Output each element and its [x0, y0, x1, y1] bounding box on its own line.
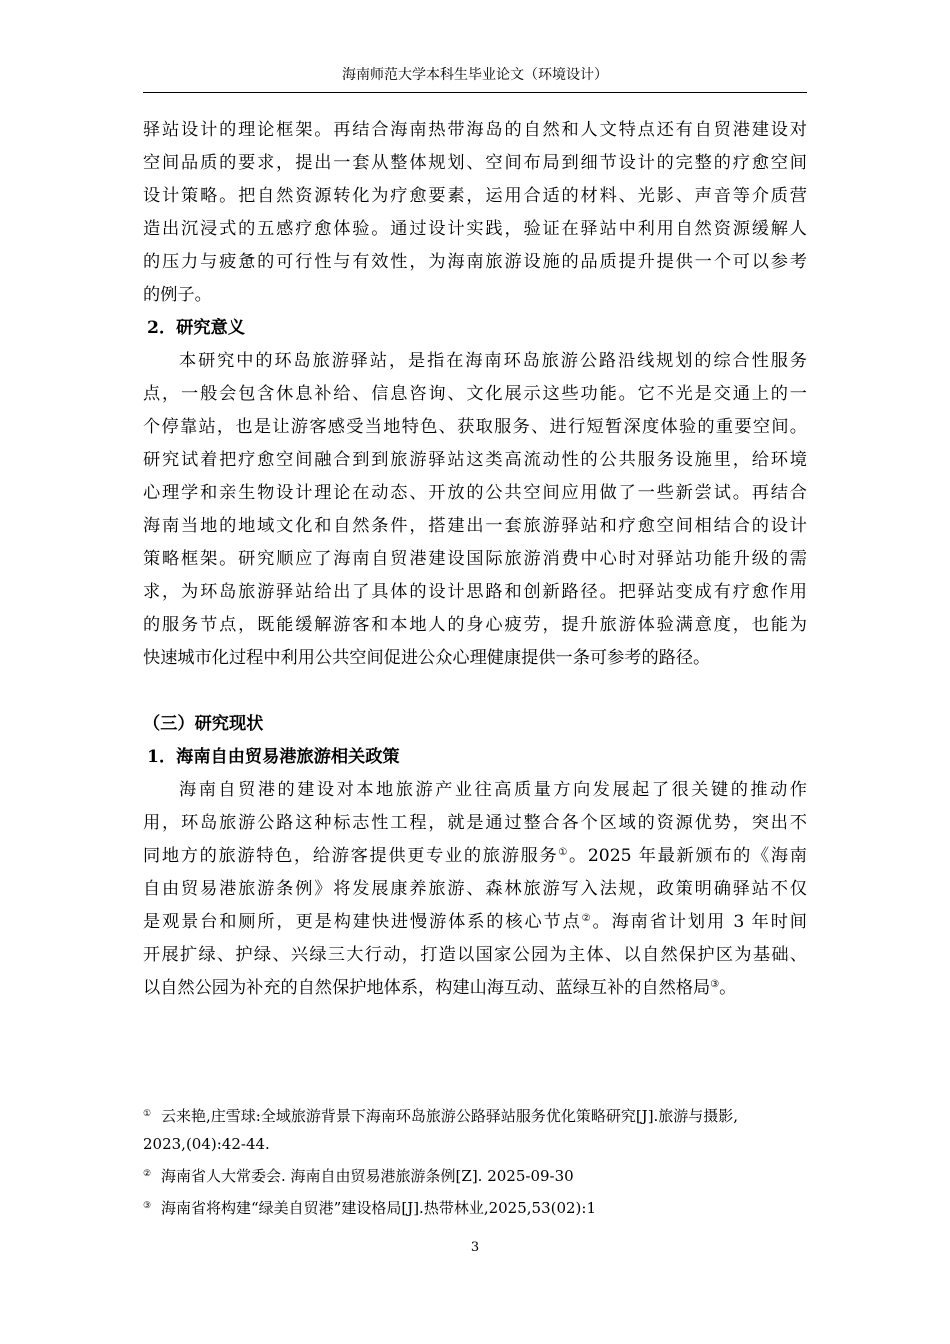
spacer — [143, 675, 807, 708]
text-span: 。海南省计划用 3 年时间 — [592, 912, 807, 932]
paragraph-2 — [143, 345, 807, 675]
text-line: 本研究中的环岛旅游驿站，是指在海南环岛旅游公路沿线规划的综合性服务 — [179, 351, 807, 371]
footnote-ref-1[interactable]: ① — [558, 847, 569, 858]
paragraph-1 — [143, 114, 807, 312]
text-line: 策略框架。研究顺应了海南自贸港建设国际旅游消费中心时对驿站功能升级的需 — [143, 549, 807, 569]
text-line: 造出沉浸式的五感疗愈体验。通过设计实践，验证在驿站中利用自然资源缓解人 — [143, 219, 807, 239]
text-span: 。 — [719, 978, 737, 998]
footnote-text: 海南省人大常委会. 海南自由贸易港旅游条例[Z]. 2025-09-30 — [161, 1167, 574, 1185]
text-line: 心理学和亲生物设计理论在动态、开放的公共空间应用做了一些新尝试。再结合 — [143, 483, 807, 503]
footnote-3: ③ 海南省将构建“绿美自贸港”建设格局[J].热带林业,2025,53(02):1 — [143, 1199, 597, 1217]
section-heading-significance: 2．研究意义 — [147, 318, 245, 338]
text-line: 个停靠站，也是让游客感受当地特色、获取服务、进行短暂深度体验的重要空间。 — [143, 417, 807, 437]
text-line: 用，环岛旅游公路这种标志性工程，就是通过整合各个区域的资源优势，突出不 — [143, 813, 807, 833]
footnote-text: 云来艳,庄雪球:全域旅游背景下海南环岛旅游公路驿站服务优化策略研究[J].旅游与摄影, — [161, 1107, 739, 1125]
running-header: 海南师范大学本科生毕业论文（环境设计） — [342, 67, 608, 83]
text-line: 点，一般会包含休息补给、信息咨询、文化展示这些功能。它不光是交通上的一 — [143, 384, 807, 404]
text-line: 开展扩绿、护绿、兴绿三大行动，打造以国家公园为主体、以自然保护区为基础、 — [143, 945, 807, 965]
text-span: 同地方的旅游特色，给游客提供更专业的旅游服务 — [143, 846, 559, 866]
text-line: 研究试着把疗愈空间融合到到旅游驿站这类高流动性的公共服务设施里，给环境 — [143, 450, 807, 470]
text-line: 的压力与疲惫的可行性与有效性，为海南旅游设施的品质提升提供一个可以参考 — [143, 252, 807, 272]
footnote-1: ① 云来艳,庄雪球:全域旅游背景下海南环岛旅游公路驿站服务优化策略研究[J].旅游与摄影, — [143, 1107, 739, 1125]
text-line: 空间品质的要求，提出一套从整体规划、空间布局到细节设计的完整的疗愈空间 — [143, 153, 807, 173]
text-line — [143, 840, 807, 873]
footnote-ref-3[interactable]: ③ — [710, 979, 720, 990]
text-line: 的服务节点，既能缓解游客和本地人的身心疲劳，提升旅游体验满意度，也能为 — [143, 615, 807, 635]
section-heading-policy: 1．海南自由贸易港旅游相关政策 — [147, 747, 400, 767]
body-text — [143, 114, 807, 1005]
text-line: 驿站设计的理论框架。再结合海南热带海岛的自然和人文特点还有自贸港建设对 — [143, 120, 807, 140]
text-span: 。2025 年最新颁布的《海南 — [568, 846, 807, 866]
text-line: 设计策略。把自然资源转化为疗愈要素，运用合适的材料、光影、声音等介质营 — [143, 186, 807, 206]
text-line: 自由贸易港旅游条例》将发展康养旅游、森林旅游写入法规，政策明确驿站不仅 — [143, 879, 807, 899]
text-line: 的例子。 — [143, 285, 212, 305]
footnote-1-continued: 2023,(04):42-44. — [143, 1135, 270, 1153]
section-heading-status: （三）研究现状 — [143, 714, 264, 734]
text-line: 求，为环岛旅游驿站给出了具体的设计思路和创新路径。把驿站变成有疗愈作用 — [143, 582, 807, 602]
text-line: 快速城市化过程中利用公共空间促进公众心理健康提供一条可参考的路径。 — [143, 648, 711, 668]
text-line: 海南当地的地域文化和自然条件，搭建出一套旅游驿站和疗愈空间相结合的设计 — [143, 516, 807, 536]
paragraph-3 — [143, 774, 807, 1005]
text-span: 以自然公园为补充的自然保护地体系，构建山海互动、蓝绿互补的自然格局 — [143, 978, 711, 998]
header-rule — [143, 92, 807, 93]
footnote-text: 海南省将构建“绿美自贸港”建设格局[J].热带林业,2025,53(02):1 — [161, 1199, 597, 1217]
text-line — [143, 972, 807, 1005]
footnotes — [143, 1102, 807, 1222]
footnote-2: ② 海南省人大常委会. 海南自由贸易港旅游条例[Z]. 2025-09-30 — [143, 1167, 574, 1185]
text-line — [143, 906, 807, 939]
footnote-ref-2[interactable]: ② — [581, 913, 593, 924]
text-line: 海南自贸港的建设对本地旅游产业往高质量方向发展起了很关键的推动作 — [179, 780, 807, 800]
text-span: 是观景台和厕所，更是构建快进慢游体系的核心节点 — [143, 912, 582, 932]
page-number: 3 — [470, 1240, 480, 1255]
